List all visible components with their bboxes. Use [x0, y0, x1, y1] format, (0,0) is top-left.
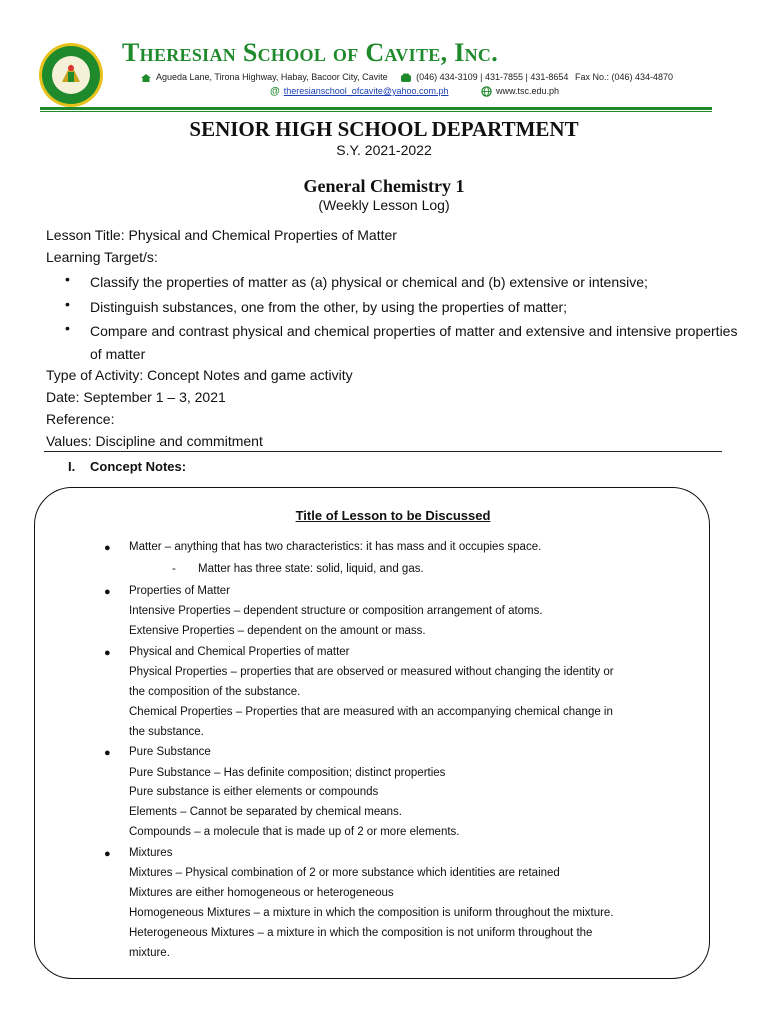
learning-target-text: Distinguish substances, one from the other, by using the properties of matter; [90, 299, 568, 315]
concept-item-line: Compounds – a molecule that is made up of 2 or more elements. [129, 826, 460, 838]
concept-item-title: Mixtures [129, 847, 173, 859]
concept-item-line: Chemical Properties – Properties that are measured with an accompanying chemical change in [129, 706, 613, 718]
concept-item-line: the substance. [129, 726, 204, 738]
phone-icon [400, 73, 412, 83]
concept-item-line: Intensive Properties – dependent structure or composition arrangement of atoms. [129, 605, 543, 617]
bullet-icon: • [65, 271, 70, 287]
learning-target-text: Classify the properties of matter as (a) physical or chemical and (b) extensive or intensive; [90, 274, 648, 290]
bullet-icon: ● [104, 848, 111, 860]
concept-item-line: Pure Substance – Has definite composition; distinct properties [129, 767, 446, 779]
home-icon [140, 73, 152, 83]
bullet-icon: ● [104, 586, 111, 598]
concept-item-line: Mixtures – Physical combination of 2 or more substance which identities are retained [129, 867, 560, 879]
concept-item-line: Elements – Cannot be separated by chemical means. [129, 806, 402, 818]
header-divider [40, 107, 712, 110]
concept-item-title: Pure Substance [129, 746, 211, 758]
concept-item-line: Extensive Properties – dependent on the amount or mass. [129, 625, 426, 637]
lesson-box-title: Title of Lesson to be Discussed [295, 508, 491, 523]
concept-item-title: Physical and Chemical Properties of matter [129, 646, 350, 658]
concept-item-line: Heterogeneous Mixtures – a mixture in which the composition is not uniform throughout the [129, 927, 593, 939]
reference: Reference: [46, 411, 115, 427]
learning-target-text: Compare and contrast physical and chemical properties of matter and extensive and intensive properties of matter [90, 323, 738, 362]
learning-targets-label: Learning Target/s: [46, 249, 158, 265]
dash-icon: - [172, 563, 176, 575]
log-type: (Weekly Lesson Log) [318, 197, 450, 213]
concept-item-line: Mixtures are either homogeneous or heterogeneous [129, 887, 394, 899]
address-text: Agueda Lane, Tirona Highway, Habay, Bacoor City, Cavite [156, 72, 388, 82]
subject-title: General Chemistry 1 [303, 176, 465, 196]
bullet-icon: • [65, 296, 70, 312]
concept-item-title: Matter – anything that has two characteristics: it has mass and it occupies space. [129, 541, 542, 553]
contact-row [270, 86, 559, 97]
values: Values: Discipline and commitment [46, 433, 263, 449]
bullet-icon: ● [104, 747, 111, 759]
concept-item-line: mixture. [129, 947, 170, 959]
bullet-icon: ● [104, 542, 111, 554]
bullet-icon: ● [104, 647, 111, 659]
department-title: SENIOR HIGH SCHOOL DEPARTMENT [189, 117, 579, 141]
phone-numbers: (046) 434-3109 | 431-7855 | 431-8654 [416, 72, 569, 82]
header-divider-thin [40, 111, 712, 112]
section-numeral: I. [68, 459, 76, 474]
concept-item-title: Properties of Matter [129, 585, 230, 597]
lesson-title: Lesson Title: Physical and Chemical Properties of Matter [46, 227, 397, 243]
fax-number: Fax No.: (046) 434-4870 [574, 72, 674, 82]
website-link[interactable]: www.tsc.edu.ph [496, 86, 560, 96]
lesson-date: Date: September 1 – 3, 2021 [46, 389, 226, 405]
section-divider [44, 451, 722, 452]
concept-notes-heading [68, 459, 186, 474]
concept-notes-label: Concept Notes: [90, 459, 187, 474]
activity-type: Type of Activity: Concept Notes and game activity [46, 367, 353, 383]
school-name: Theresian School of Cavite, Inc. [122, 38, 499, 67]
concept-item-line: Physical Properties – properties that are observed or measured without changing the identity or [129, 666, 614, 678]
concept-sub-item: Matter has three state: solid, liquid, and gas. [198, 563, 424, 575]
concept-item-line: the composition of the substance. [129, 686, 301, 698]
school-seal-logo [38, 42, 104, 108]
concept-item-line: Homogeneous Mixtures – a mixture in which the composition is uniform throughout the mixture. [129, 907, 614, 919]
bullet-icon: • [65, 320, 70, 336]
email-link[interactable]: theresianschool_ofcavite@yahoo.com.ph [283, 86, 449, 96]
address-row [140, 72, 673, 83]
concept-item-line: Pure substance is either elements or compounds [129, 786, 379, 798]
globe-icon [481, 86, 492, 97]
school-year: S.Y. 2021-2022 [336, 142, 432, 158]
email-icon: @ [270, 86, 280, 98]
